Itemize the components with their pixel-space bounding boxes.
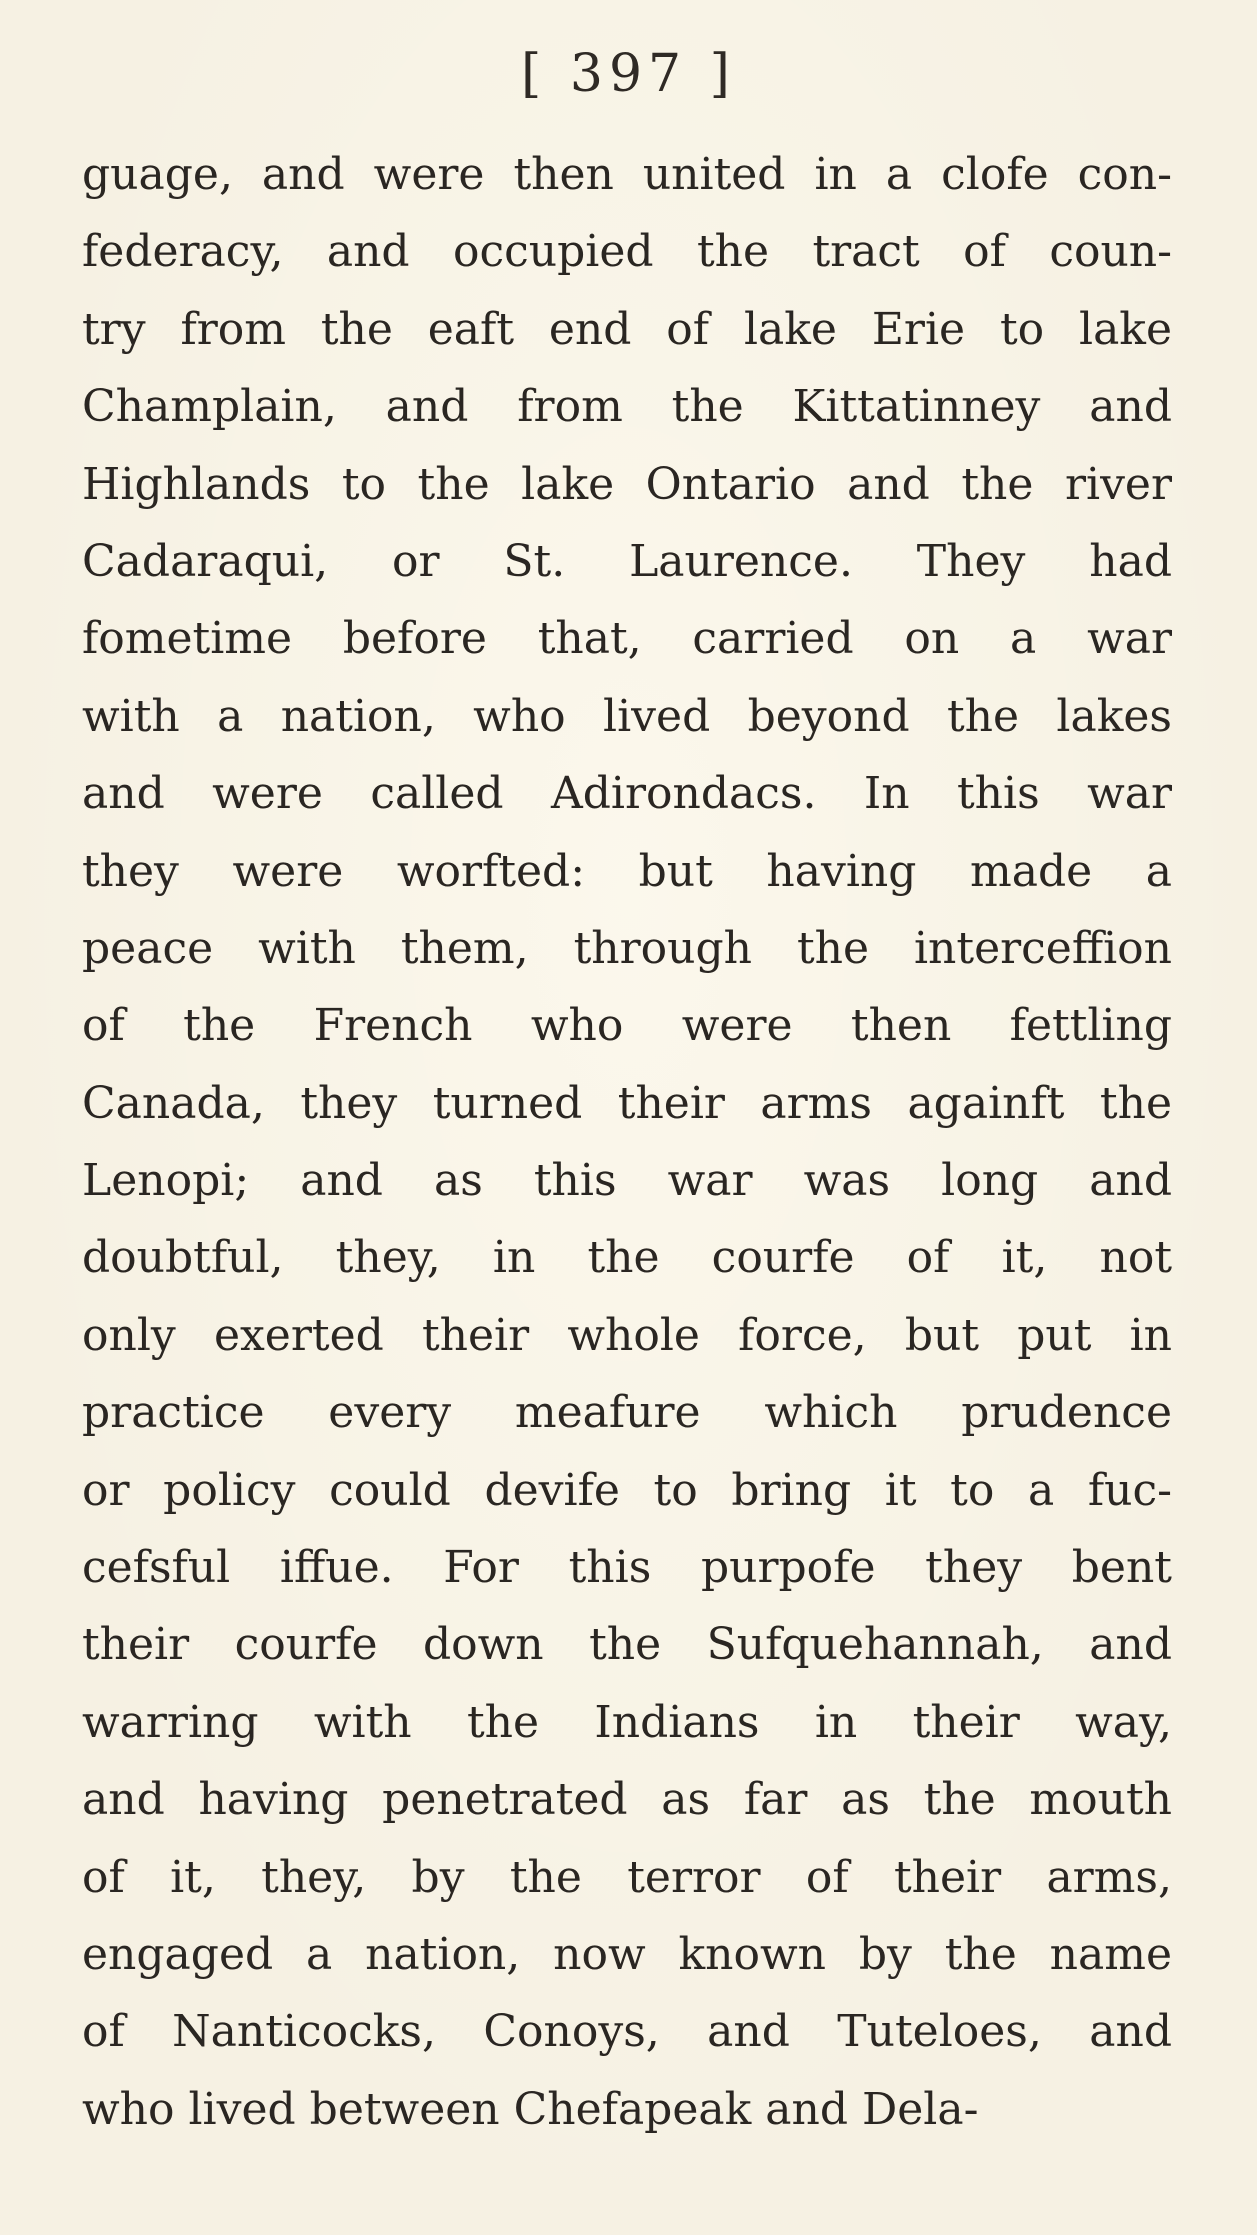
text-line: guage, and were then united in a clofe con- <box>82 149 1172 200</box>
text-line: their courfe down the Sufquehannah, and <box>82 1619 1172 1671</box>
body-text <box>82 136 1172 2148</box>
text-line: peace with them, through the interceffion <box>82 922 1172 974</box>
text-line: Cadaraqui, or St. Laurence. They had <box>82 535 1172 587</box>
text-line: warring with the Indians in their way, <box>82 1696 1172 1748</box>
text-line: and were called Adirondacs. In this war <box>82 768 1172 820</box>
text-line: and having penetrated as far as the mouth <box>82 1774 1172 1826</box>
text-line: Highlands to the lake Ontario and the river <box>82 458 1172 510</box>
text-line: practice every meafure which prudence <box>82 1387 1172 1439</box>
text-line: or policy could devife to bring it to a fuc- <box>82 1464 1172 1516</box>
text-line: who lived between Chefapeak and Dela- <box>82 2083 979 2135</box>
text-line: fometime before that, carried on a war <box>82 613 1172 665</box>
text-line: try from the eaft end of lake Erie to lake <box>82 303 1172 355</box>
text-line: of Nanticocks, Conoys, and Tuteloes, and <box>82 2006 1172 2058</box>
page-number: [ 397 ] <box>521 44 736 104</box>
text-line: engaged a nation, now known by the name <box>82 1928 1172 1980</box>
text-line: Canada, they turned their arms againft the <box>82 1077 1172 1129</box>
text-line: cefsful iffue. For this purpofe they bent <box>82 1542 1172 1594</box>
text-line: they were worfted: but having made a <box>82 845 1172 897</box>
text-line: of the French who were then fettling <box>82 1000 1172 1052</box>
text-line: federacy, and occupied the tract of coun- <box>82 226 1172 278</box>
text-line: Champlain, and from the Kittatinney and <box>82 381 1172 433</box>
text-line: doubtful, they, in the courfe of it, not <box>82 1232 1172 1284</box>
text-line: only exerted their whole force, but put in <box>82 1309 1172 1361</box>
text-line: with a nation, who lived beyond the lakes <box>82 690 1172 742</box>
text-line: Lenopi; and as this war was long and <box>82 1155 1172 1207</box>
text-line: of it, they, by the terror of their arms, <box>82 1851 1172 1903</box>
